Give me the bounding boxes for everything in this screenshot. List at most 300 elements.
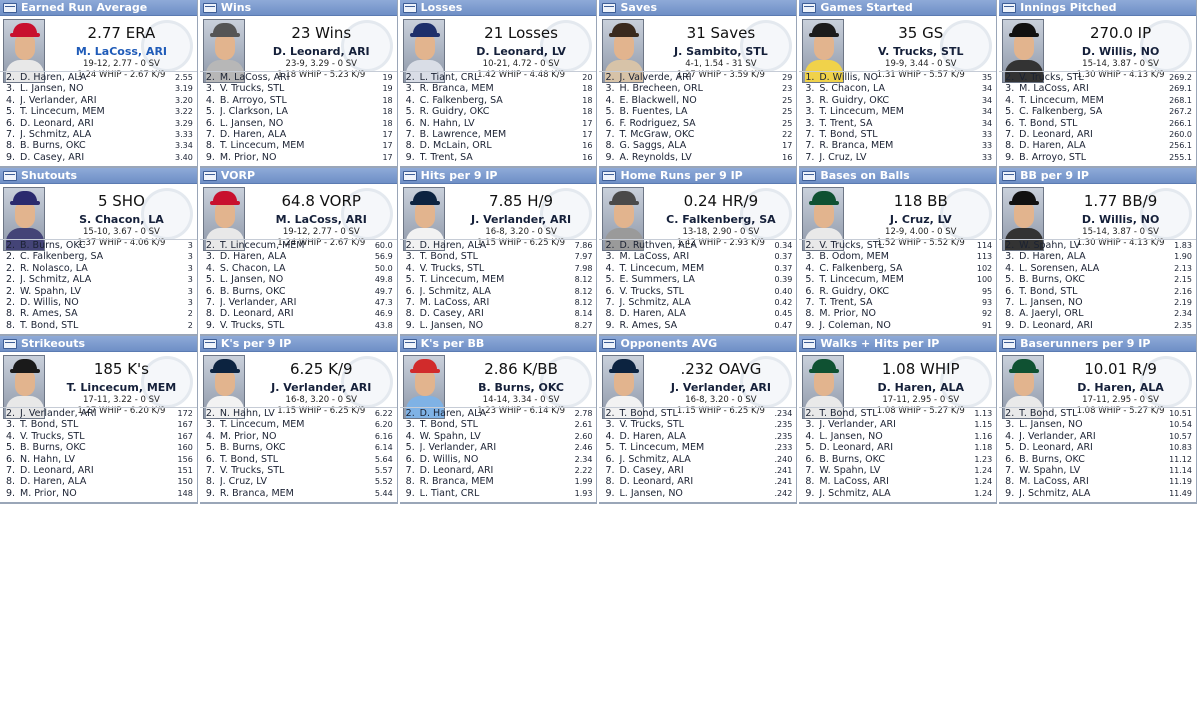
list-item[interactable] <box>400 106 597 117</box>
player-link[interactable]: J. Schmitz, ALA <box>1019 487 1091 499</box>
player-link[interactable]: B. Burns, OKC <box>1019 274 1085 286</box>
card-header[interactable] <box>799 168 996 184</box>
player-link[interactable]: W. Spahn, LV <box>819 464 881 476</box>
list-item[interactable] <box>400 274 597 285</box>
player-link[interactable]: B. Burns, OKC <box>20 140 86 152</box>
list-item[interactable] <box>400 251 597 262</box>
player-link[interactable]: T. Bond, STL <box>1019 408 1078 419</box>
player-link[interactable]: A. Jaeryl, ORL <box>1019 308 1084 320</box>
list-item[interactable] <box>0 72 197 83</box>
list-item[interactable] <box>599 274 796 285</box>
player-link[interactable]: D. McLain, ORL <box>419 140 492 152</box>
player-link[interactable]: T. Lincecum, MEM <box>819 106 904 118</box>
list-item[interactable] <box>999 251 1196 262</box>
player-link[interactable]: L. Jansen, NO <box>20 83 84 95</box>
list-item[interactable] <box>200 72 397 83</box>
player-link[interactable]: R. Guidry, OKC <box>819 285 890 297</box>
player-link[interactable]: L. Sorensen, ALA <box>1019 262 1100 274</box>
player-link[interactable]: T. Trent, SA <box>419 151 473 163</box>
list-item[interactable] <box>799 408 996 419</box>
player-link[interactable]: M. LaCoss, ARI <box>819 476 889 488</box>
list-item[interactable] <box>799 476 996 487</box>
player-link[interactable]: V. Trucks, STL <box>219 83 285 95</box>
player-link[interactable]: L. Jansen, NO <box>1019 419 1083 431</box>
player-link[interactable]: L. Tiant, CRL <box>419 487 480 499</box>
player-link[interactable]: V. Trucks, STL <box>819 240 884 251</box>
player-link[interactable]: T. McGraw, OKC <box>619 128 695 140</box>
player-link[interactable]: V. Trucks, STL <box>219 319 285 331</box>
player-link[interactable]: D. Leonard, ARI <box>20 117 94 129</box>
leader-name-link[interactable]: J. Cruz, LV <box>889 213 952 226</box>
player-link[interactable]: D. Willis, NO <box>20 296 79 308</box>
player-link[interactable]: T. Bond, STL <box>1019 285 1078 297</box>
player-link[interactable]: D. Haren, ALA <box>20 72 87 83</box>
list-item[interactable] <box>400 320 597 331</box>
player-link[interactable]: B. Arroyo, STL <box>1019 151 1087 163</box>
list-item[interactable] <box>799 465 996 476</box>
card-header[interactable] <box>200 0 397 16</box>
list-item[interactable] <box>599 251 796 262</box>
player-link[interactable]: T. Lincecum, MEM <box>219 419 305 431</box>
list-item[interactable] <box>0 274 197 285</box>
player-link[interactable]: M. Prior, NO <box>819 308 877 320</box>
player-link[interactable]: T. Bond, STL <box>419 419 478 431</box>
player-link[interactable]: J. Schmitz, ALA <box>20 128 92 140</box>
player-link[interactable]: D. Leonard, ARI <box>1019 128 1093 140</box>
player-link[interactable]: V. Trucks, STL <box>419 262 485 274</box>
list-item[interactable] <box>799 83 996 94</box>
list-item[interactable] <box>599 286 796 297</box>
list-item[interactable] <box>400 72 597 83</box>
player-link[interactable]: D. Haren, ALA <box>619 430 686 442</box>
list-item[interactable] <box>799 152 996 163</box>
list-item[interactable] <box>599 129 796 140</box>
player-link[interactable]: R. Branca, MEM <box>219 487 294 499</box>
player-link[interactable]: J. Schmitz, ALA <box>819 487 891 499</box>
list-item[interactable] <box>999 129 1196 140</box>
leader-name-link[interactable]: J. Sambito, STL <box>674 45 768 58</box>
list-item[interactable] <box>599 320 796 331</box>
leader-name-link[interactable]: S. Chacon, LA <box>79 213 164 226</box>
player-link[interactable]: T. Lincecum, MEM <box>419 274 505 286</box>
list-item[interactable] <box>0 476 197 487</box>
player-link[interactable]: T. Bond, STL <box>1019 117 1078 129</box>
player-link[interactable]: T. Bond, STL <box>619 408 678 419</box>
list-item[interactable] <box>999 408 1196 419</box>
card-header[interactable] <box>799 336 996 352</box>
player-link[interactable]: J. Schmitz, ALA <box>20 274 92 286</box>
player-link[interactable]: S. Chacon, LA <box>219 262 286 274</box>
list-item[interactable] <box>599 118 796 129</box>
player-link[interactable]: W. Spahn, LV <box>1019 240 1081 251</box>
list-item[interactable] <box>599 408 796 419</box>
list-item[interactable] <box>0 251 197 262</box>
player-link[interactable]: T. Trent, SA <box>819 117 873 129</box>
player-link[interactable]: J. Verlander, ARI <box>819 419 896 431</box>
list-item[interactable] <box>0 308 197 319</box>
list-item[interactable] <box>400 442 597 453</box>
list-item[interactable] <box>0 442 197 453</box>
list-item[interactable] <box>999 118 1196 129</box>
player-link[interactable]: T. Lincecum, MEM <box>1019 94 1104 106</box>
list-item[interactable] <box>599 240 796 251</box>
card-header[interactable] <box>0 168 197 184</box>
list-item[interactable] <box>400 431 597 442</box>
list-item[interactable] <box>0 240 197 251</box>
player-link[interactable]: J. Verlander, ARI <box>419 442 497 454</box>
list-item[interactable] <box>400 129 597 140</box>
card-header[interactable] <box>599 336 796 352</box>
list-item[interactable] <box>799 118 996 129</box>
list-item[interactable] <box>400 419 597 430</box>
list-item[interactable] <box>0 408 197 419</box>
player-link[interactable]: D. Haren, ALA <box>419 408 487 419</box>
player-link[interactable]: T. Trent, SA <box>819 296 873 308</box>
list-item[interactable] <box>999 83 1196 94</box>
list-item[interactable] <box>999 95 1196 106</box>
list-item[interactable] <box>999 442 1196 453</box>
list-item[interactable] <box>200 129 397 140</box>
player-link[interactable]: J. Verlander, ARI <box>20 408 97 419</box>
list-item[interactable] <box>799 140 996 151</box>
card-header[interactable] <box>599 168 796 184</box>
list-item[interactable] <box>200 419 397 430</box>
list-item[interactable] <box>400 83 597 94</box>
player-link[interactable]: D. Haren, ALA <box>219 128 287 140</box>
list-item[interactable] <box>200 251 397 262</box>
list-item[interactable] <box>599 140 796 151</box>
list-item[interactable] <box>0 286 197 297</box>
player-link[interactable]: M. Prior, NO <box>20 487 77 499</box>
player-link[interactable]: J. Coleman, NO <box>819 319 891 331</box>
player-link[interactable]: V. Trucks, STL <box>619 419 684 431</box>
player-link[interactable]: M. LaCoss, ARI <box>1019 83 1089 95</box>
player-link[interactable]: V. Trucks, STL <box>1019 72 1084 83</box>
card-header[interactable] <box>200 168 397 184</box>
player-link[interactable]: S. Chacon, LA <box>819 83 885 95</box>
list-item[interactable] <box>0 297 197 308</box>
list-item[interactable] <box>999 297 1196 308</box>
player-link[interactable]: J. Clarkson, LA <box>219 106 289 118</box>
player-link[interactable]: J. Verlander, ARI <box>20 94 97 106</box>
list-item[interactable] <box>799 251 996 262</box>
card-header[interactable] <box>400 0 597 16</box>
list-item[interactable] <box>200 488 397 499</box>
player-link[interactable]: N. Hahn, LV <box>219 408 275 419</box>
player-link[interactable]: H. Brecheen, ORL <box>619 83 703 95</box>
list-item[interactable] <box>400 95 597 106</box>
player-link[interactable]: C. Falkenberg, SA <box>1019 106 1103 118</box>
card-header[interactable] <box>0 336 197 352</box>
player-link[interactable]: D. Casey, ARI <box>20 151 85 163</box>
list-item[interactable] <box>799 488 996 499</box>
player-link[interactable]: C. Falkenberg, SA <box>20 251 104 263</box>
list-item[interactable] <box>400 408 597 419</box>
player-link[interactable]: B. Burns, OKC <box>20 442 86 454</box>
player-link[interactable]: D. Leonard, ARI <box>1019 319 1093 331</box>
list-item[interactable] <box>200 106 397 117</box>
list-item[interactable] <box>999 431 1196 442</box>
leader-name-link[interactable]: M. LaCoss, ARI <box>275 213 367 226</box>
list-item[interactable] <box>200 465 397 476</box>
list-item[interactable] <box>0 488 197 499</box>
player-link[interactable]: R. Branca, MEM <box>819 140 894 152</box>
list-item[interactable] <box>999 140 1196 151</box>
list-item[interactable] <box>0 320 197 331</box>
player-link[interactable]: T. Bond, STL <box>20 319 79 331</box>
player-link[interactable]: C. Falkenberg, SA <box>819 262 903 274</box>
player-link[interactable]: M. LaCoss, ARI <box>619 251 690 263</box>
player-link[interactable]: J. Schmitz, ALA <box>619 296 691 308</box>
list-item[interactable] <box>999 106 1196 117</box>
list-item[interactable] <box>200 297 397 308</box>
player-link[interactable]: R. Guidry, OKC <box>419 106 490 118</box>
list-item[interactable] <box>200 263 397 274</box>
player-link[interactable]: D. Haren, ALA <box>619 308 686 320</box>
leader-name-link[interactable]: J. Verlander, ARI <box>470 213 572 226</box>
player-link[interactable]: L. Jansen, NO <box>619 487 683 499</box>
list-item[interactable] <box>799 72 996 83</box>
player-link[interactable]: T. Bond, STL <box>20 419 79 431</box>
leader-name-link[interactable]: T. Lincecum, MEM <box>66 381 177 394</box>
player-link[interactable]: B. Lawrence, MEM <box>419 128 507 140</box>
list-item[interactable] <box>400 454 597 465</box>
player-link[interactable]: N. Hahn, LV <box>419 117 475 129</box>
player-link[interactable]: D. Haren, ALA <box>419 240 487 251</box>
list-item[interactable] <box>400 488 597 499</box>
player-link[interactable]: M. Prior, NO <box>219 151 277 163</box>
list-item[interactable] <box>200 308 397 319</box>
list-item[interactable] <box>0 152 197 163</box>
player-link[interactable]: B. Burns, OKC <box>219 442 286 454</box>
list-item[interactable] <box>599 476 796 487</box>
list-item[interactable] <box>0 465 197 476</box>
player-link[interactable]: D. Leonard, ARI <box>219 308 294 320</box>
player-link[interactable]: W. Spahn, LV <box>419 430 481 442</box>
list-item[interactable] <box>999 419 1196 430</box>
card-header[interactable] <box>999 336 1196 352</box>
player-link[interactable]: L. Jansen, NO <box>419 319 484 331</box>
player-link[interactable]: M. LaCoss, ARI <box>419 296 490 308</box>
player-link[interactable]: T. Lincecum, MEM <box>219 240 305 251</box>
player-link[interactable]: N. Hahn, LV <box>20 453 75 465</box>
list-item[interactable] <box>200 442 397 453</box>
list-item[interactable] <box>999 454 1196 465</box>
list-item[interactable] <box>200 83 397 94</box>
list-item[interactable] <box>599 152 796 163</box>
player-link[interactable]: M. Prior, NO <box>219 430 277 442</box>
list-item[interactable] <box>0 419 197 430</box>
player-link[interactable]: B. Arroyo, STL <box>219 94 287 106</box>
player-link[interactable]: D. Leonard, ARI <box>20 464 94 476</box>
list-item[interactable] <box>599 454 796 465</box>
list-item[interactable] <box>799 106 996 117</box>
list-item[interactable] <box>0 431 197 442</box>
player-link[interactable]: T. Bond, STL <box>819 408 878 419</box>
list-item[interactable] <box>200 95 397 106</box>
player-link[interactable]: B. Burns, OKC <box>1019 453 1085 465</box>
list-item[interactable] <box>599 488 796 499</box>
player-link[interactable]: D. Leonard, ARI <box>619 476 694 488</box>
list-item[interactable] <box>799 308 996 319</box>
player-link[interactable]: B. Burns, OKC <box>819 453 885 465</box>
player-link[interactable]: V. Trucks, STL <box>20 430 85 442</box>
card-header[interactable] <box>0 0 197 16</box>
player-link[interactable]: B. Burns, OKC <box>20 240 86 251</box>
list-item[interactable] <box>400 118 597 129</box>
list-item[interactable] <box>599 465 796 476</box>
player-link[interactable]: D. Haren, ALA <box>20 476 87 488</box>
card-header[interactable] <box>799 0 996 16</box>
player-link[interactable]: T. Bond, STL <box>219 453 279 465</box>
list-item[interactable] <box>200 274 397 285</box>
player-link[interactable]: D. Casey, ARI <box>619 464 684 476</box>
player-link[interactable]: C. Falkenberg, SA <box>419 94 503 106</box>
card-header[interactable] <box>200 336 397 352</box>
list-item[interactable] <box>200 240 397 251</box>
leader-name-link[interactable]: C. Falkenberg, SA <box>666 213 776 226</box>
list-item[interactable] <box>0 95 197 106</box>
list-item[interactable] <box>999 240 1196 251</box>
card-header[interactable] <box>599 0 796 16</box>
list-item[interactable] <box>400 286 597 297</box>
player-link[interactable]: L. Jansen, NO <box>1019 296 1083 308</box>
list-item[interactable] <box>200 431 397 442</box>
list-item[interactable] <box>400 152 597 163</box>
player-link[interactable]: M. LaCoss, ARI <box>1019 476 1089 488</box>
list-item[interactable] <box>799 129 996 140</box>
list-item[interactable] <box>599 106 796 117</box>
list-item[interactable] <box>999 488 1196 499</box>
list-item[interactable] <box>799 274 996 285</box>
player-link[interactable]: D. Leonard, ARI <box>819 442 894 454</box>
player-link[interactable]: T. Bond, STL <box>419 251 478 263</box>
list-item[interactable] <box>599 83 796 94</box>
player-link[interactable]: E. Blackwell, NO <box>619 94 697 106</box>
player-link[interactable]: R. Nolasco, LA <box>20 262 88 274</box>
list-item[interactable] <box>999 476 1196 487</box>
player-link[interactable]: D. Willis, NO <box>819 72 878 83</box>
leader-name-link[interactable]: D. Haren, ALA <box>877 381 964 394</box>
list-item[interactable] <box>799 240 996 251</box>
list-item[interactable] <box>200 454 397 465</box>
list-item[interactable] <box>0 140 197 151</box>
list-item[interactable] <box>999 320 1196 331</box>
player-link[interactable]: D. Casey, ARI <box>419 308 484 320</box>
list-item[interactable] <box>0 129 197 140</box>
list-item[interactable] <box>0 83 197 94</box>
list-item[interactable] <box>200 118 397 129</box>
list-item[interactable] <box>799 95 996 106</box>
player-link[interactable]: T. Lincecum, MEM <box>819 274 904 286</box>
player-link[interactable]: D. Haren, ALA <box>1019 251 1086 263</box>
player-link[interactable]: T. Lincecum, MEM <box>619 262 705 274</box>
list-item[interactable] <box>200 286 397 297</box>
leader-name-link[interactable]: D. Leonard, ARI <box>272 45 370 58</box>
list-item[interactable] <box>999 263 1196 274</box>
list-item[interactable] <box>999 465 1196 476</box>
leader-name-link[interactable]: D. Willis, NO <box>1081 213 1160 226</box>
leader-name-link[interactable]: D. Leonard, LV <box>476 45 566 58</box>
player-link[interactable]: D. Willis, NO <box>419 453 479 465</box>
player-link[interactable]: J. Cruz, LV <box>219 476 268 488</box>
leader-name-link[interactable]: M. LaCoss, ARI <box>75 45 168 58</box>
player-link[interactable]: L. Jansen, NO <box>219 274 284 286</box>
player-link[interactable]: J. Schmitz, ALA <box>619 453 691 465</box>
player-link[interactable]: T. Lincecum, MEM <box>20 106 105 118</box>
player-link[interactable]: D. Leonard, ARI <box>419 464 494 476</box>
player-link[interactable]: E. Summers, LA <box>619 274 695 286</box>
list-item[interactable] <box>599 263 796 274</box>
leader-name-link[interactable]: D. Haren, ALA <box>1077 381 1164 394</box>
list-item[interactable] <box>200 152 397 163</box>
player-link[interactable]: L. Jansen, NO <box>819 430 883 442</box>
list-item[interactable] <box>0 263 197 274</box>
list-item[interactable] <box>599 95 796 106</box>
player-link[interactable]: R. Branca, MEM <box>419 476 494 488</box>
leader-name-link[interactable]: V. Trucks, STL <box>878 45 964 58</box>
player-link[interactable]: W. Spahn, LV <box>1019 464 1081 476</box>
player-link[interactable]: D. Ruthven, ALA <box>619 240 697 251</box>
leader-name-link[interactable]: J. Verlander, ARI <box>670 381 771 394</box>
leader-name-link[interactable]: B. Burns, OKC <box>478 381 564 394</box>
list-item[interactable] <box>0 106 197 117</box>
player-link[interactable]: L. Tiant, CRL <box>419 72 480 83</box>
player-link[interactable]: V. Trucks, STL <box>619 285 684 297</box>
card-header[interactable] <box>999 0 1196 16</box>
player-link[interactable]: T. Lincecum, MEM <box>219 140 305 152</box>
player-link[interactable]: T. Lincecum, MEM <box>619 442 705 454</box>
card-header[interactable] <box>400 168 597 184</box>
player-link[interactable]: W. Spahn, LV <box>20 285 82 297</box>
list-item[interactable] <box>999 286 1196 297</box>
list-item[interactable] <box>599 419 796 430</box>
list-item[interactable] <box>400 465 597 476</box>
list-item[interactable] <box>599 72 796 83</box>
player-link[interactable]: D. Leonard, ARI <box>1019 442 1093 454</box>
list-item[interactable] <box>999 72 1196 83</box>
leader-name-link[interactable]: J. Verlander, ARI <box>271 381 372 394</box>
list-item[interactable] <box>400 308 597 319</box>
player-link[interactable]: R. Ames, SA <box>20 308 78 320</box>
player-link[interactable]: L. Jansen, NO <box>219 117 284 129</box>
list-item[interactable] <box>200 476 397 487</box>
list-item[interactable] <box>0 454 197 465</box>
player-link[interactable]: J. Cruz, LV <box>819 151 867 163</box>
list-item[interactable] <box>999 152 1196 163</box>
player-link[interactable]: D. Haren, ALA <box>1019 140 1086 152</box>
player-link[interactable]: V. Trucks, STL <box>219 464 285 476</box>
player-link[interactable]: D. Haren, ALA <box>219 251 287 263</box>
list-item[interactable] <box>799 297 996 308</box>
player-link[interactable]: T. Bond, STL <box>819 128 878 140</box>
player-link[interactable]: A. Reynolds, LV <box>619 151 692 163</box>
list-item[interactable] <box>799 454 996 465</box>
list-item[interactable] <box>400 140 597 151</box>
player-link[interactable]: R. Branca, MEM <box>419 83 494 95</box>
player-link[interactable]: G. Saggs, ALA <box>619 140 687 152</box>
list-item[interactable] <box>799 419 996 430</box>
list-item[interactable] <box>599 431 796 442</box>
player-link[interactable]: B. Fuentes, LA <box>619 106 688 118</box>
player-link[interactable]: R. Guidry, OKC <box>819 94 890 106</box>
list-item[interactable] <box>999 308 1196 319</box>
list-item[interactable] <box>599 442 796 453</box>
list-item[interactable] <box>799 442 996 453</box>
list-item[interactable] <box>200 320 397 331</box>
player-link[interactable]: J. Verlander, ARI <box>1019 430 1096 442</box>
list-item[interactable] <box>999 274 1196 285</box>
